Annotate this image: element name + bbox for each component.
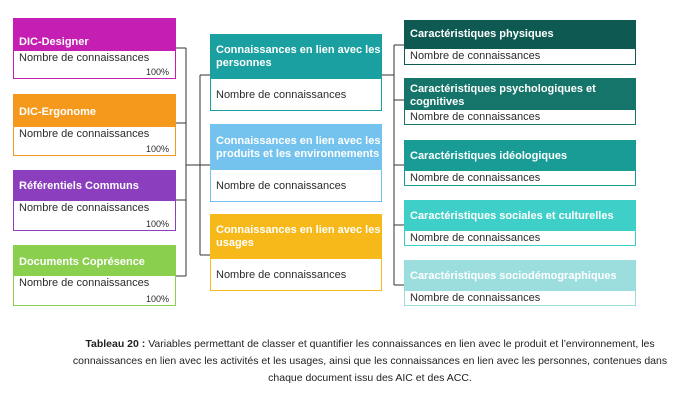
right-box-label: Nombre de connaissances (410, 292, 541, 304)
middle-box-label: Nombre de connaissances (216, 180, 347, 192)
left-box-title: DIC-Ergonome (14, 95, 175, 127)
caption-label: Tableau 20 : (85, 338, 146, 350)
middle-box-personnes (210, 34, 382, 111)
left-box-documents-copresence (13, 245, 176, 306)
middle-box-usages (210, 214, 382, 291)
right-box-label: Nombre de connaissances (410, 50, 541, 62)
left-box-dic-designer (13, 18, 176, 79)
right-box-title: Caractéristiques idéologiques (405, 141, 635, 171)
middle-box-title: Connaissances en lien avec les produits et les environnements (211, 125, 381, 170)
caption-text: Variables permettant de classer et quantifier les connaissances en lien avec le produit et l’environnement, les connaissances en lien avec les activités et les usages, ainsi que les connaissances en lien avec les personnes, contenues dans chaque document issu des AIC et des ACC. (72, 338, 668, 384)
right-box-physiques (404, 20, 636, 65)
middle-box-label: Nombre de connaissances (216, 269, 347, 281)
left-box-label: Nombre de connaissances (19, 52, 150, 64)
middle-box-title: Connaissances en lien avec les usages (211, 215, 381, 259)
right-box-title: Caractéristiques sociodémographiques (405, 261, 635, 291)
left-box-dic-ergonome (13, 94, 176, 156)
left-box-title: Documents Coprésence (14, 246, 175, 276)
left-box-percent: 100% (145, 67, 169, 77)
figure-caption (60, 336, 680, 387)
left-box-label: Nombre de connaissances (19, 128, 150, 140)
left-box-percent: 100% (145, 294, 169, 304)
left-box-title: Référentiels Communs (14, 171, 175, 201)
right-box-title: Caractéristiques physiques (405, 21, 635, 49)
middle-box-title: Connaissances en lien avec les personnes (211, 35, 381, 79)
right-box-label: Nombre de connaissances (410, 172, 541, 184)
right-box-label: Nombre de connaissances (410, 232, 541, 244)
left-box-label: Nombre de connaissances (19, 277, 150, 289)
left-box-percent: 100% (145, 144, 169, 154)
right-box-ideologiques (404, 140, 636, 186)
right-box-sociodemographiques (404, 260, 636, 306)
right-box-psychologiques-cognitives (404, 78, 636, 125)
right-box-title: Caractéristiques psychologiques et cognitives (405, 79, 635, 110)
middle-box-produits-environnements (210, 124, 382, 202)
left-box-title: DIC-Designer (14, 19, 175, 51)
middle-box-label: Nombre de connaissances (216, 89, 347, 101)
right-box-label: Nombre de connaissances (410, 111, 541, 123)
right-box-title: Caractéristiques sociales et culturelles (405, 201, 635, 231)
left-box-referentiels-communs (13, 170, 176, 231)
left-box-percent: 100% (145, 219, 169, 229)
right-box-sociales-culturelles (404, 200, 636, 246)
left-box-label: Nombre de connaissances (19, 202, 150, 214)
